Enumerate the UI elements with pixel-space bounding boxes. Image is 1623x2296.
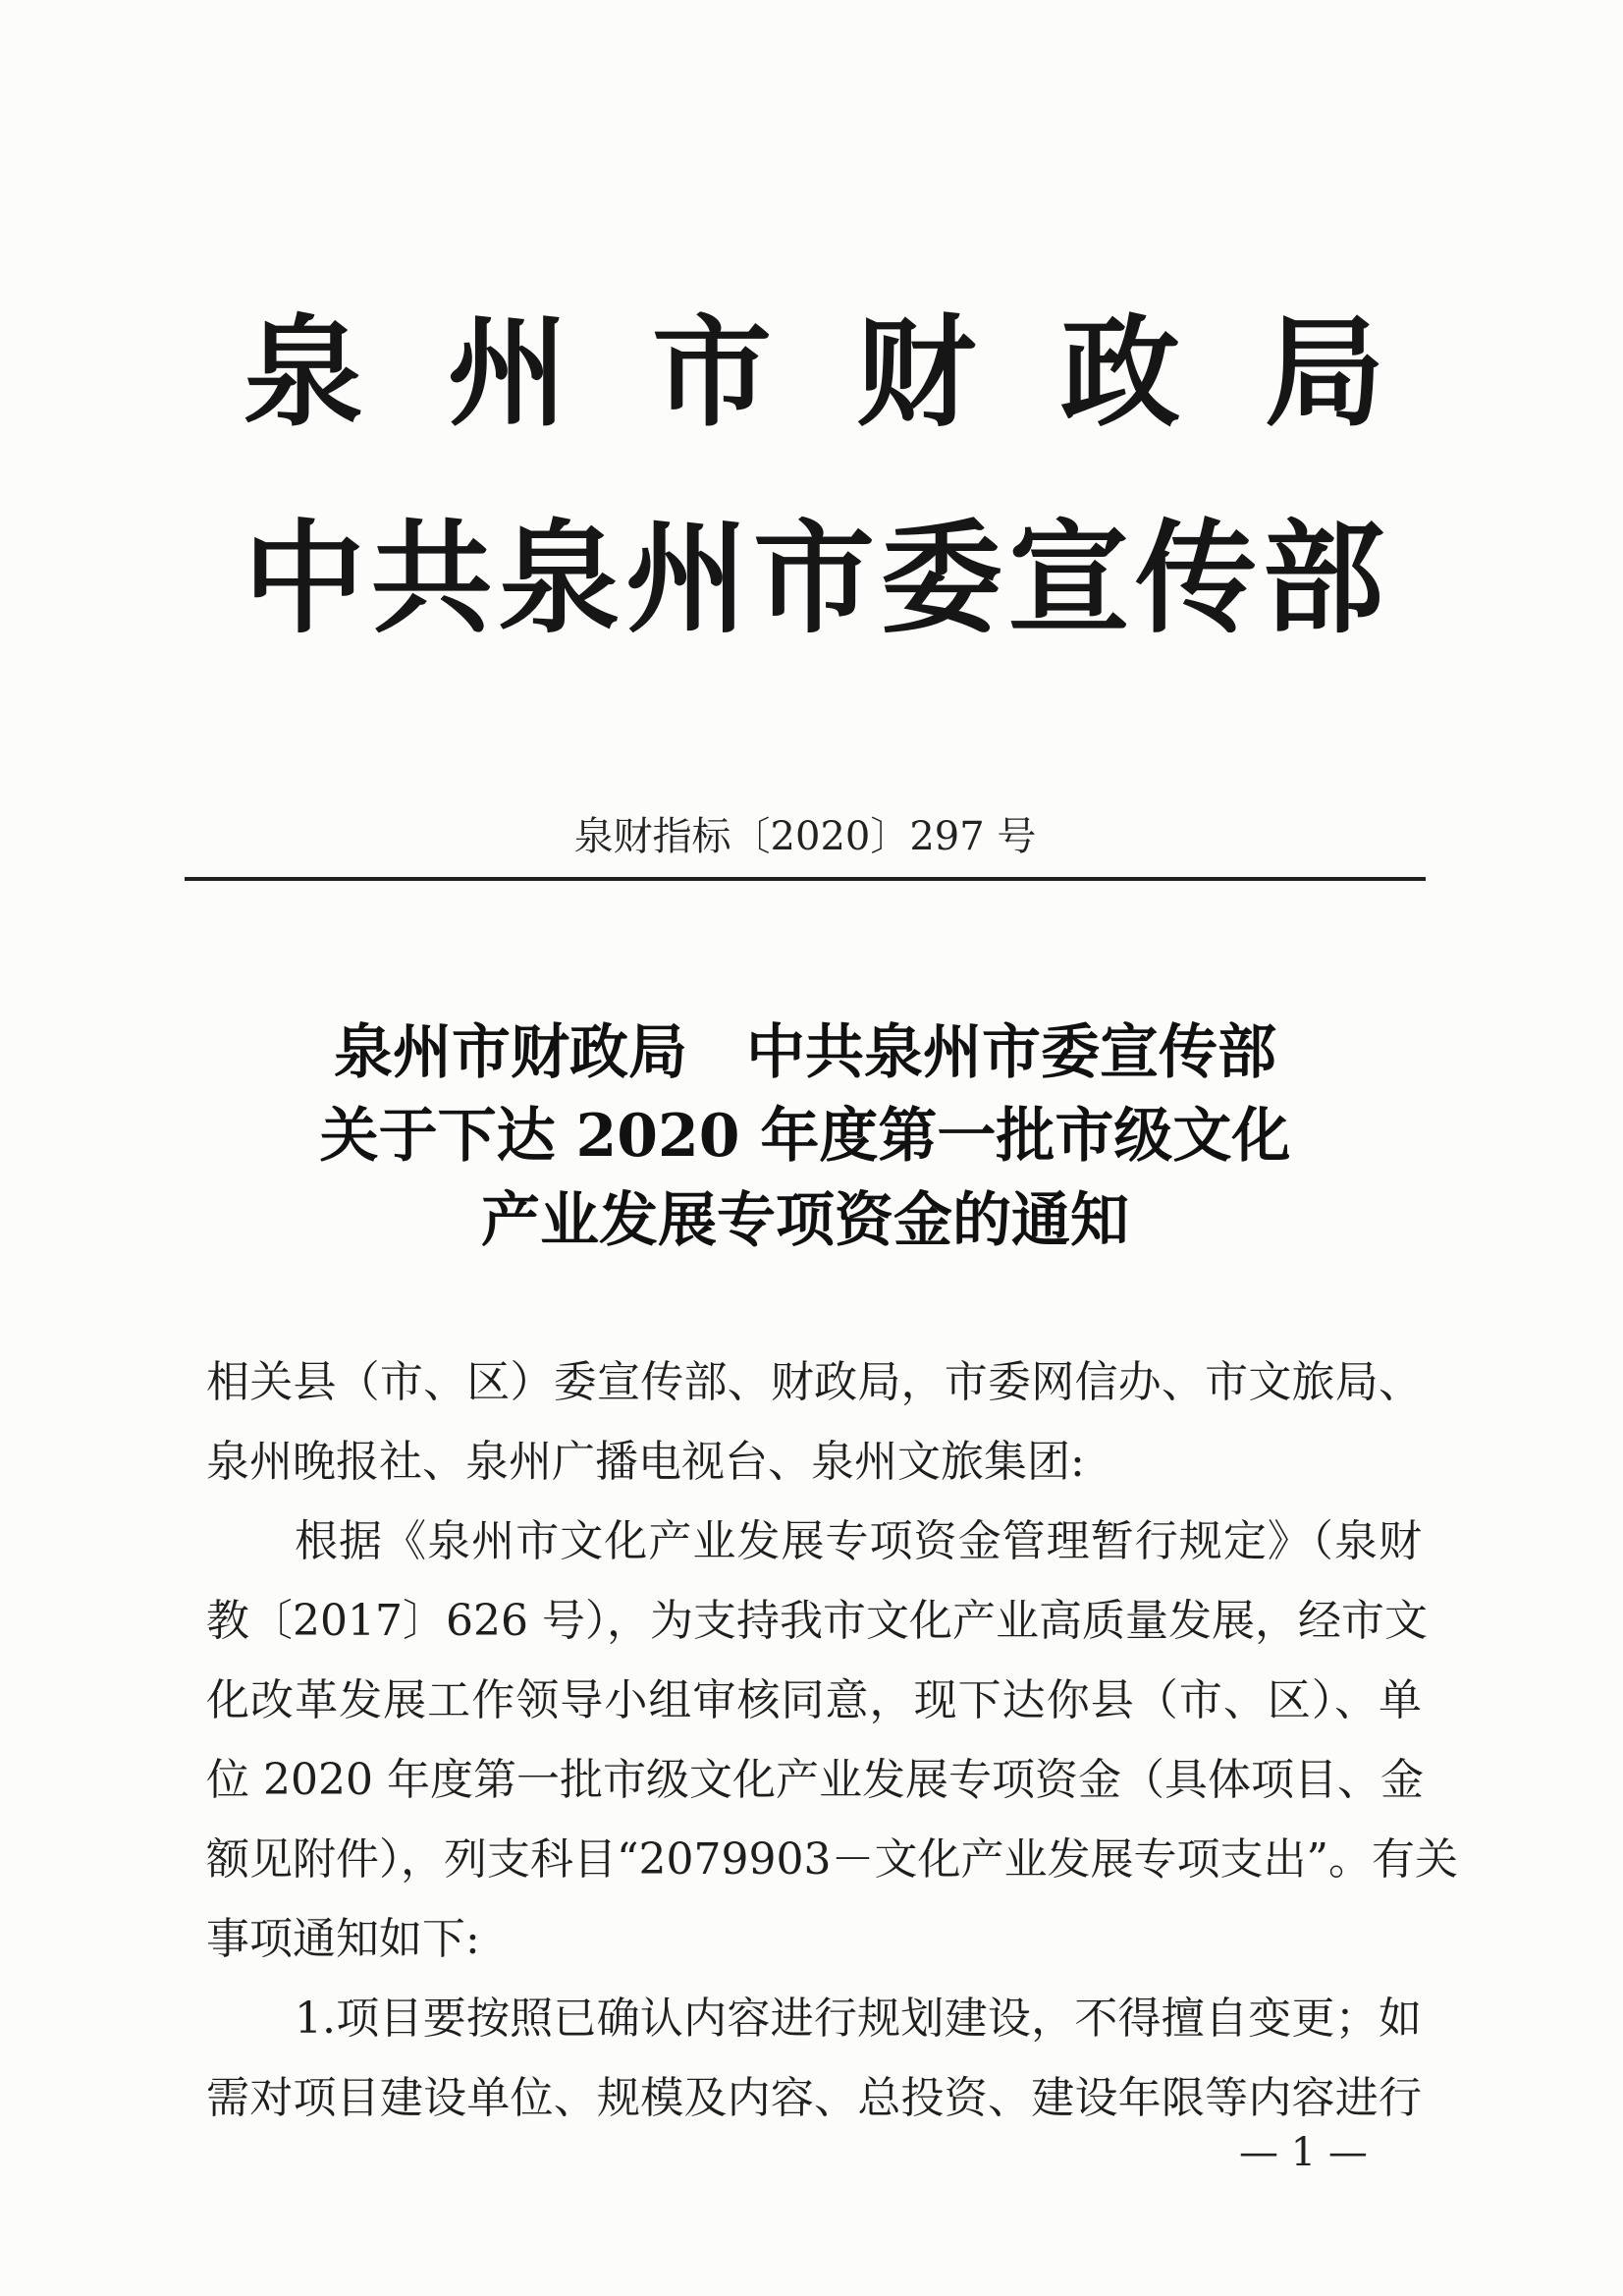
- page-number: — 1 —: [1239, 2130, 1368, 2175]
- issuer-header-finance-bureau: 泉州市财政局: [243, 301, 1384, 443]
- body-text-line: 教〔2017〕626 号），为支持我市文化产业高质量发展，经市文: [206, 1596, 1428, 1646]
- document-title-line: 产业发展专项资金的通知: [481, 1186, 1129, 1255]
- issuer-header-propaganda-department: 中共泉州市委宣传部: [243, 508, 1384, 650]
- document-title-line: 关于下达 2020 年度第一批市级文化: [319, 1102, 1291, 1171]
- document-number: 泉财指标〔2020〕297 号: [573, 814, 1037, 859]
- body-text-line: 事项通知如下:: [206, 1914, 480, 1964]
- body-text-line: 1.项目要按照已确认内容进行规划建设，不得擅自变更；如: [295, 1994, 1422, 2044]
- document-title-line: 泉州市财政局 中共泉州市委宣传部: [334, 1018, 1276, 1087]
- body-text-line: 需对项目建设单位、规模及内容、总投资、建设年限等内容进行: [206, 2073, 1422, 2123]
- body-text-line: 根据《泉州市文化产业发展专项资金管理暂行规定》（泉财: [295, 1516, 1422, 1566]
- body-text-line: 额见附件），列支科目“2079903－文化产业发展专项支出”。有关: [206, 1834, 1458, 1885]
- body-text-line: 相关县（市、区）委宣传部、财政局，市委网信办、市文旅局、: [206, 1357, 1422, 1407]
- body-text-line: 化改革发展工作领导小组审核同意，现下达你县（市、区）、单: [206, 1675, 1422, 1725]
- header-divider: [185, 877, 1426, 881]
- body-text-line: 泉州晚报社、泉州广播电视台、泉州文旅集团:: [206, 1437, 1085, 1487]
- body-text-line: 位 2020 年度第一批市级文化产业发展专项资金（具体项目、金: [206, 1755, 1424, 1805]
